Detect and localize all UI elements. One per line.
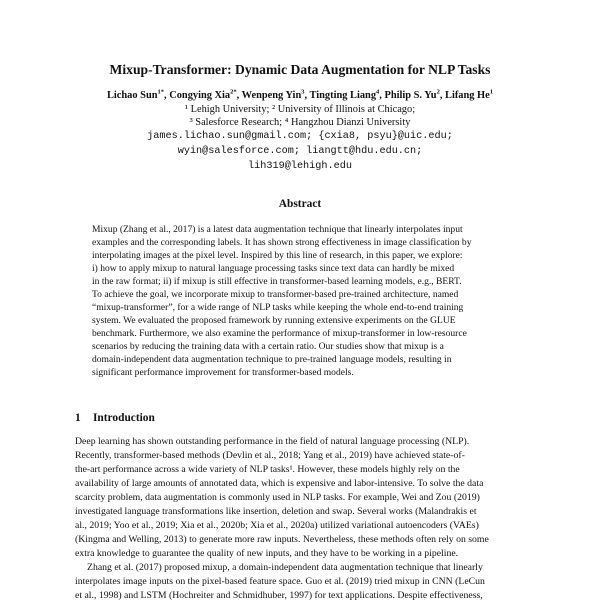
abstract-line: domain-independent data augmentation technique to pre-trained language models, resulting in (92, 354, 452, 365)
author-name: Lichao Sun (106, 90, 158, 101)
corresponding-mark: * (233, 88, 237, 96)
author-list: Lichao Sun$^{1*}$, Congying Xia$^{2*}$, Wenpeng Yin$^3$, Tingting Liang$^4$, Philip S. Yu$^2$, Lifang He$^1$ (106, 88, 494, 101)
author-affil-mark: 2 (230, 88, 234, 96)
author-name: Tingting Liang (309, 90, 377, 101)
corresponding-mark: * (160, 88, 165, 96)
author-name: Congying Xia (169, 90, 231, 101)
author-affil-mark: 3 (301, 88, 305, 96)
body-line: interpolates image inputs on the pixel-based feature space. Guo et al. (2019) tried mixup in CNN (LeCun (75, 576, 485, 587)
abstract-line: significant performance improvement for transformer-based models. (92, 367, 354, 378)
section-number: 1 (75, 412, 81, 424)
abstract-line: scenarios by reducing the training data with a certain ratio. Our studies show that mixup is a (92, 341, 444, 352)
email-line: wyin@salesforce.com; liangtt@hdu.edu.cn; (177, 146, 423, 157)
body-line: Recently, transformer-based methods (Devlin et al., 2018; Yang et al., 2019) have achieved state-of- (75, 450, 465, 461)
affiliation-line: ³ Salesforce Research; ⁴ Hangzhou Dianzi University (189, 117, 411, 128)
body-line: al., 2019; Yoo et al., 2019; Xia et al., 2020b; Xia et al., 2020a) utilized variational autoencoders (VAEs) (75, 520, 479, 531)
section-title: Introduction (93, 412, 155, 424)
author-affil-mark: 1 (157, 88, 161, 96)
body-line: extra knowledge to guarantee the quality of new inputs, and they have to be working in a pipeline. (75, 548, 459, 559)
abstract-line: i) how to apply mixup to natural language processing tasks since text data can hardly be mixed (92, 263, 455, 274)
abstract-line: interpolating images at the pixel level. Inspired by this line of research, in this paper, we explore: (92, 250, 463, 261)
abstract-line: in the raw format; ii) if mixup is still effective in transformer-based learning models, e.g., BERT. (92, 276, 462, 287)
body-line: Deep learning has shown outstanding performance in the field of natural language processing (NLP). (75, 436, 470, 447)
abstract-line: system. We evaluated the proposed framework by running extensive experiments on the GLUE (92, 315, 456, 326)
abstract-line: Mixup (Zhang et al., 2017) is a latest data augmentation technique that linearly interpolates input (92, 224, 463, 235)
body-line: Zhang et al. (2017) proposed mixup, a domain-independent data augmentation technique that linearly (87, 562, 483, 573)
section-heading (75, 412, 155, 424)
body-line: (Kingma and Welling, 2013) to generate more raw inputs. Nevertheless, these methods often rely on some (75, 534, 489, 545)
affiliation-line: ¹ Lehigh University; ² University of Illinois at Chicago; (184, 104, 416, 115)
body-line: the-art performance across a wide variety of NLP tasks¹. However, these models highly rely on the (75, 464, 460, 475)
body-line: scarcity problem, data augmentation is commonly used in NLP tasks. For example, Wei and Zou (2019) (75, 492, 480, 503)
email-line: james.lichao.sun@gmail.com; {cxia8, psyu}@uic.edu; (147, 131, 453, 142)
paper-title: Mixup-Transformer: Dynamic Data Augmentation for NLP Tasks (109, 62, 491, 77)
author-name: Wenpeng Yin (241, 90, 302, 101)
author-affil-mark: 2 (436, 88, 440, 96)
body-line: availability of large amounts of annotated data, which is expensive and labor-intensive. To solve the data (75, 478, 484, 489)
author-affil-mark: 4 (376, 88, 380, 96)
body-line: et al., 1998) and LSTM (Hochreiter and Schmidhuber, 1997) for text applications. Despite effectiveness, (75, 590, 483, 601)
author-name: Lifang He (445, 90, 490, 101)
abstract-line: benchmark. Furthermore, we also examine the performance of mixup-transformer in low-resource (92, 328, 467, 339)
abstract-line: To achieve the goal, we incorporate mixup to transformer-based pre-trained architecture, named (92, 289, 459, 300)
body-line: investigated language transformations like insertion, deletion and swap. Several works (Malandrakis et (75, 506, 477, 517)
author-affil-mark: 1 (489, 88, 494, 96)
author-name: Philip S. Yu (384, 90, 437, 101)
abstract-line: examples and the corresponding labels. It has shown strong effectiveness in image classification by (92, 237, 472, 248)
abstract-heading: Abstract (278, 198, 322, 210)
email-line: lih319@lehigh.edu (248, 161, 352, 172)
abstract-line: “mixup-transformer”, for a wide range of NLP tasks while keeping the whole end-to-end training (92, 302, 464, 313)
